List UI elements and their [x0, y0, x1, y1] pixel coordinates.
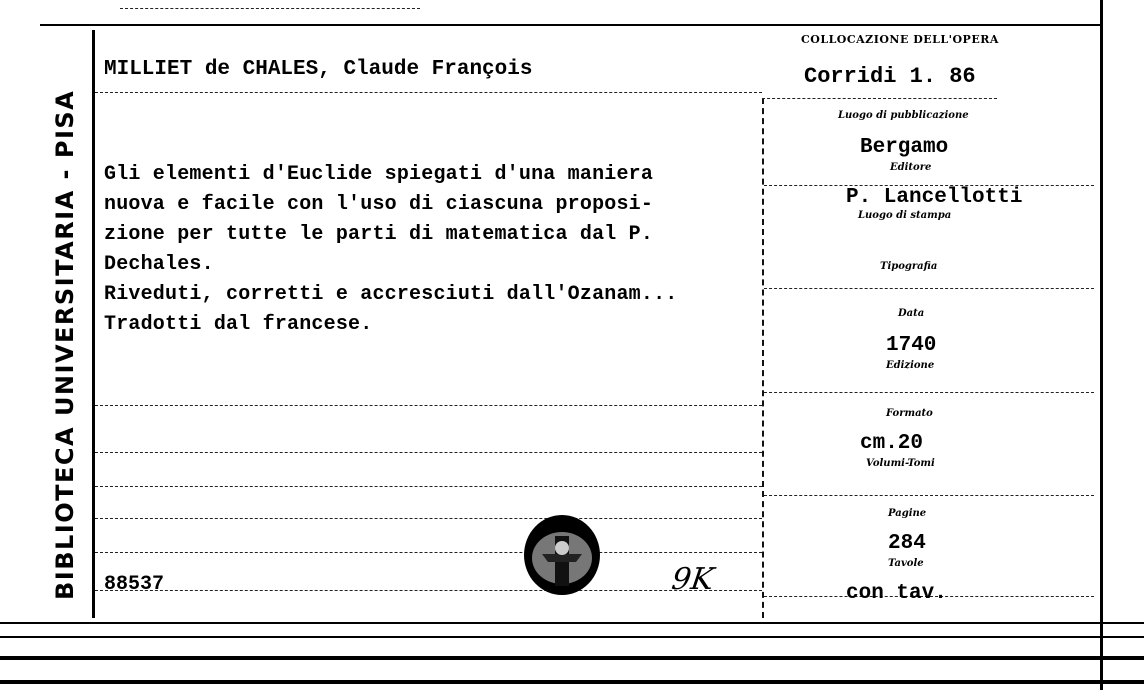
- ruled-line: [95, 92, 762, 93]
- date-label: Data: [898, 308, 925, 319]
- ruled-line: [95, 518, 762, 519]
- ruled-line: [95, 452, 762, 453]
- bottom-rule: [0, 636, 1144, 638]
- pages-label: Pagine: [888, 508, 927, 519]
- title-description: [104, 160, 678, 340]
- title-line: Riveduti, corretti e accresciuti dall'Ozanam...: [104, 283, 678, 306]
- format-value: cm.20: [860, 432, 924, 455]
- collocation-underline: [762, 98, 997, 99]
- ruled-line: [95, 405, 762, 406]
- collocation-value: Corridi 1. 86: [804, 64, 976, 89]
- library-name: BIBLIOTECA UNIVERSITARIA - PISA: [51, 89, 79, 600]
- right-ruled-line: [764, 392, 1094, 393]
- date-value: 1740: [886, 334, 937, 357]
- title-line: Dechales.: [104, 253, 214, 276]
- left-margin-line: [92, 30, 95, 618]
- title-line: nuova e facile con l'uso di ciascuna proposi-: [104, 193, 654, 216]
- plates-label: Tavole: [888, 558, 924, 569]
- place-label: Luogo di pubblicazione: [838, 110, 969, 121]
- right-edge-line: [1100, 0, 1103, 690]
- format-label: Formato: [886, 408, 933, 419]
- ruled-line: [95, 590, 762, 591]
- bottom-rule: [0, 680, 1144, 684]
- bottom-rule: [0, 622, 1144, 624]
- card-top-rule: [40, 24, 1100, 26]
- author-heading: MILLIET de CHALES, Claude François: [104, 58, 533, 81]
- library-stamp-seal: [522, 514, 602, 596]
- collocation-label: COLLOCAZIONE DELL'OPERA: [801, 33, 999, 46]
- top-rule: [120, 8, 420, 9]
- right-ruled-line: [764, 495, 1094, 496]
- right-ruled-line: [764, 288, 1094, 289]
- handwritten-note: 9K: [669, 562, 716, 597]
- ruled-line: [95, 486, 762, 487]
- publisher-value: P. Lancellotti: [846, 186, 1023, 209]
- title-line: Gli elementi d'Euclide spiegati d'una maniera: [104, 163, 654, 186]
- print-place-label: Luogo di stampa: [858, 210, 952, 221]
- edition-label: Edizione: [886, 360, 935, 371]
- pages-value: 284: [888, 532, 926, 555]
- publisher-label: Editore: [890, 162, 932, 173]
- title-line: Tradotti dal francese.: [104, 313, 373, 336]
- place-value: Bergamo: [860, 136, 949, 159]
- title-line: zione per tutte le parti di matematica dal P.: [104, 223, 654, 246]
- inventory-number: 88537: [104, 573, 165, 596]
- bottom-rule: [0, 656, 1144, 660]
- typography-label: Tipografia: [880, 261, 938, 272]
- ruled-line: [95, 552, 762, 553]
- plates-value: con tav.: [846, 582, 947, 605]
- right-column-divider: [762, 98, 764, 618]
- volumes-label: Volumi-Tomi: [866, 458, 935, 469]
